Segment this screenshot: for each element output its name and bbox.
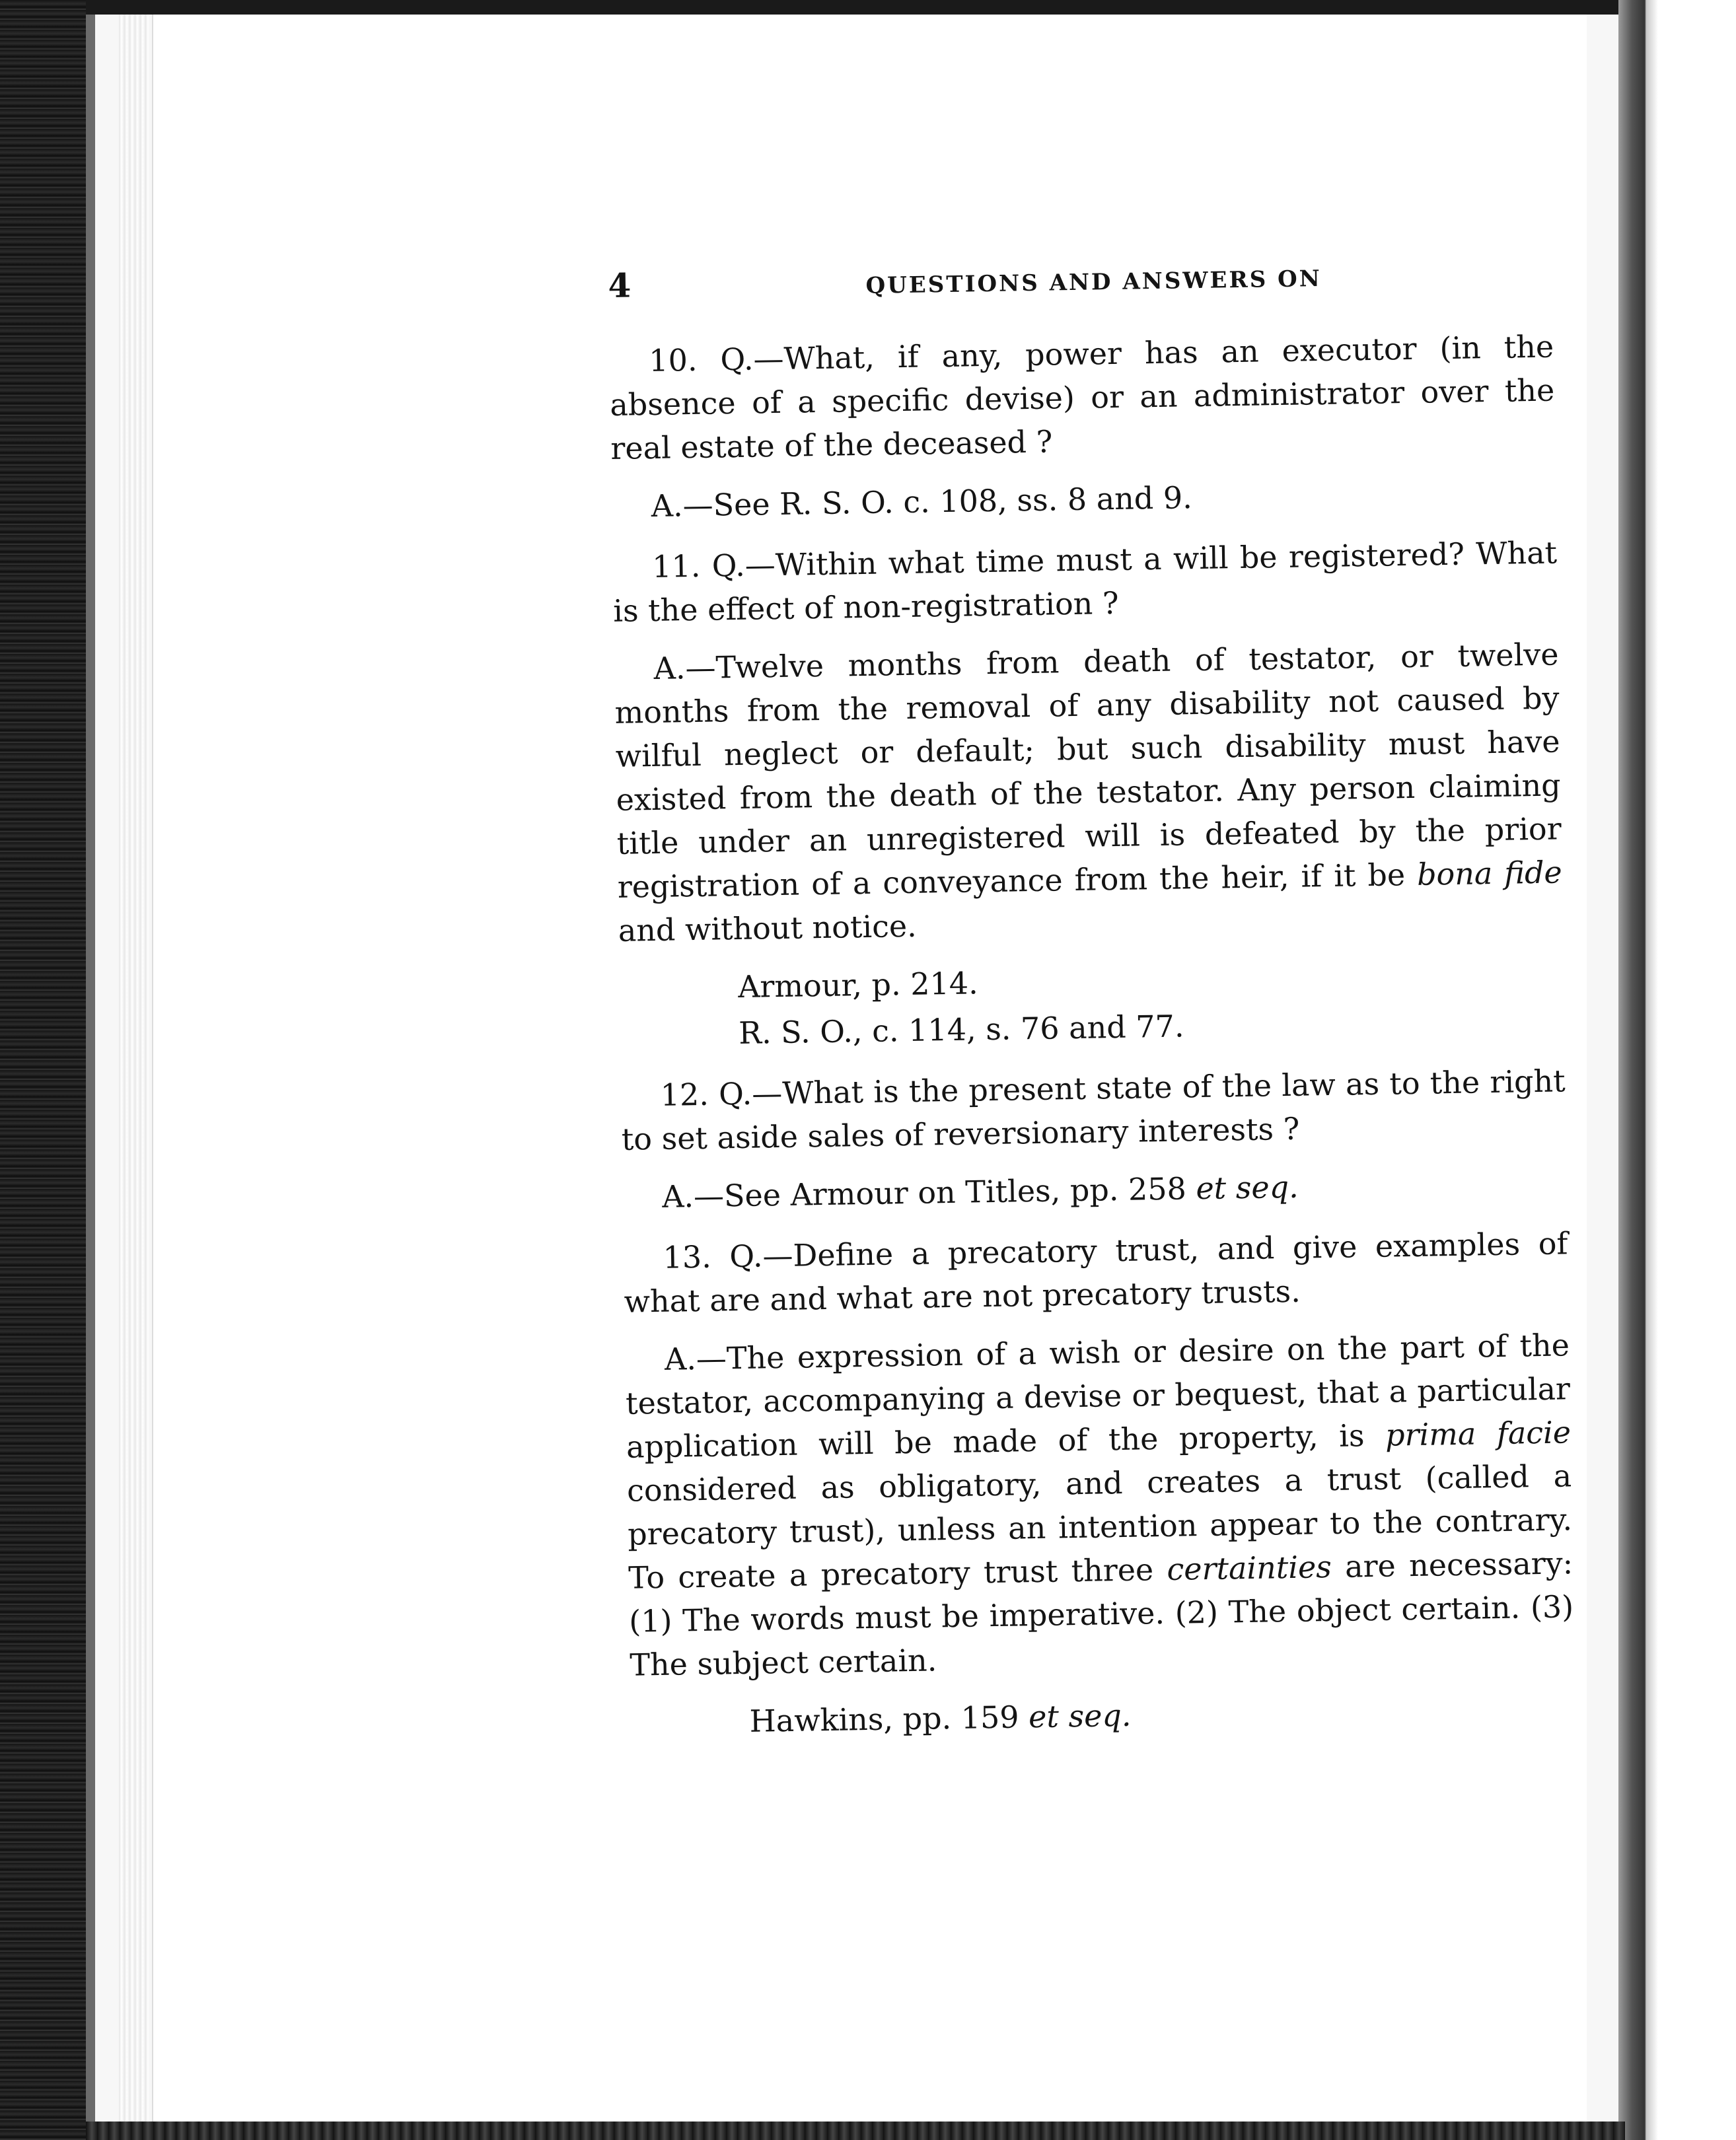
answer-11	[614, 632, 1563, 952]
running-title: QUESTIONS AND ANSWERS ON	[865, 266, 1322, 299]
citation-13-text: Hawkins, pp. 159	[749, 1699, 1029, 1739]
answer-11-italic: bona fide	[1416, 854, 1563, 892]
answer-11-text: A.—Twelve months from death of testator, or twelve months from the removal of any disability not caused by wilful neglect or default; but such disability must have existed from the death of the testator. Any person claiming title under an unregistered will is defeated by the prior registration of a conveyance from the heir, if it be	[614, 636, 1562, 905]
answer-13-text: A.—The expression of a wish or desire on the part of the testator, accompanying a devise or bequest, that a particular application will be made of the property, is	[625, 1327, 1571, 1465]
page-content	[608, 250, 1575, 1762]
qa-entry-13	[623, 1221, 1575, 1744]
qa-entry-12	[620, 1059, 1567, 1219]
answer-13-text-mid: considered as obligatory, and creates a trust (called a precatory trust), unless an intention appear to the contrary. To create a precatory trust three	[626, 1458, 1573, 1596]
citation-13-italic: et seq.	[1028, 1697, 1132, 1735]
citations-11	[619, 952, 1565, 1056]
citation-13	[749, 1686, 1575, 1743]
right-page-shadow	[1618, 0, 1736, 2140]
question-13: 13. Q.—Define a precatory trust, and give examples of what are and what are not precatory trusts.	[624, 1225, 1568, 1320]
question-10: 10. Q.—What, if any, power has an executor (in the absence of a specific devise) or an administrator over the real estate of the deceased ?	[609, 328, 1555, 466]
answer-12-italic: et seq.	[1196, 1168, 1299, 1207]
answer-11-text-end: and without notice.	[618, 908, 918, 948]
spine-edge	[86, 0, 95, 2140]
qa-entry-10	[609, 325, 1556, 528]
question-12: 12. Q.—What is the present state of the law as to the right to set aside sales of reversionary interests ?	[621, 1063, 1566, 1157]
citation: R. S. O., c. 114, s. 76 and 77.	[738, 1008, 1184, 1052]
citation: Armour, p. 214.	[737, 965, 979, 1005]
answer-13-italic: prima facie	[1385, 1414, 1572, 1453]
scan-bottom-edge	[86, 2122, 1625, 2140]
page-stack-edges	[119, 15, 149, 2122]
answer-13-text-end: are necessary: (1) The words must be imperative. (2) The object certain. (3) The subject certain.	[628, 1545, 1574, 1683]
qa-entry-11	[612, 530, 1565, 1056]
scan-top-edge	[86, 0, 1651, 15]
book-spine	[0, 0, 86, 2140]
page-number: 4	[608, 266, 632, 305]
answer-13-italic-2: certainties	[1167, 1549, 1332, 1587]
question-11: 11. Q.—Within what time must a will be registered? What is the effect of non-registration ?	[612, 534, 1558, 629]
answer-13	[625, 1323, 1575, 1686]
answer-12-text: A.—See Armour on Titles, pp. 258	[661, 1170, 1196, 1215]
answer-12	[622, 1160, 1568, 1219]
answer-10: A.—See R. S. O. c. 108, ss. 8 and 9.	[651, 480, 1193, 524]
